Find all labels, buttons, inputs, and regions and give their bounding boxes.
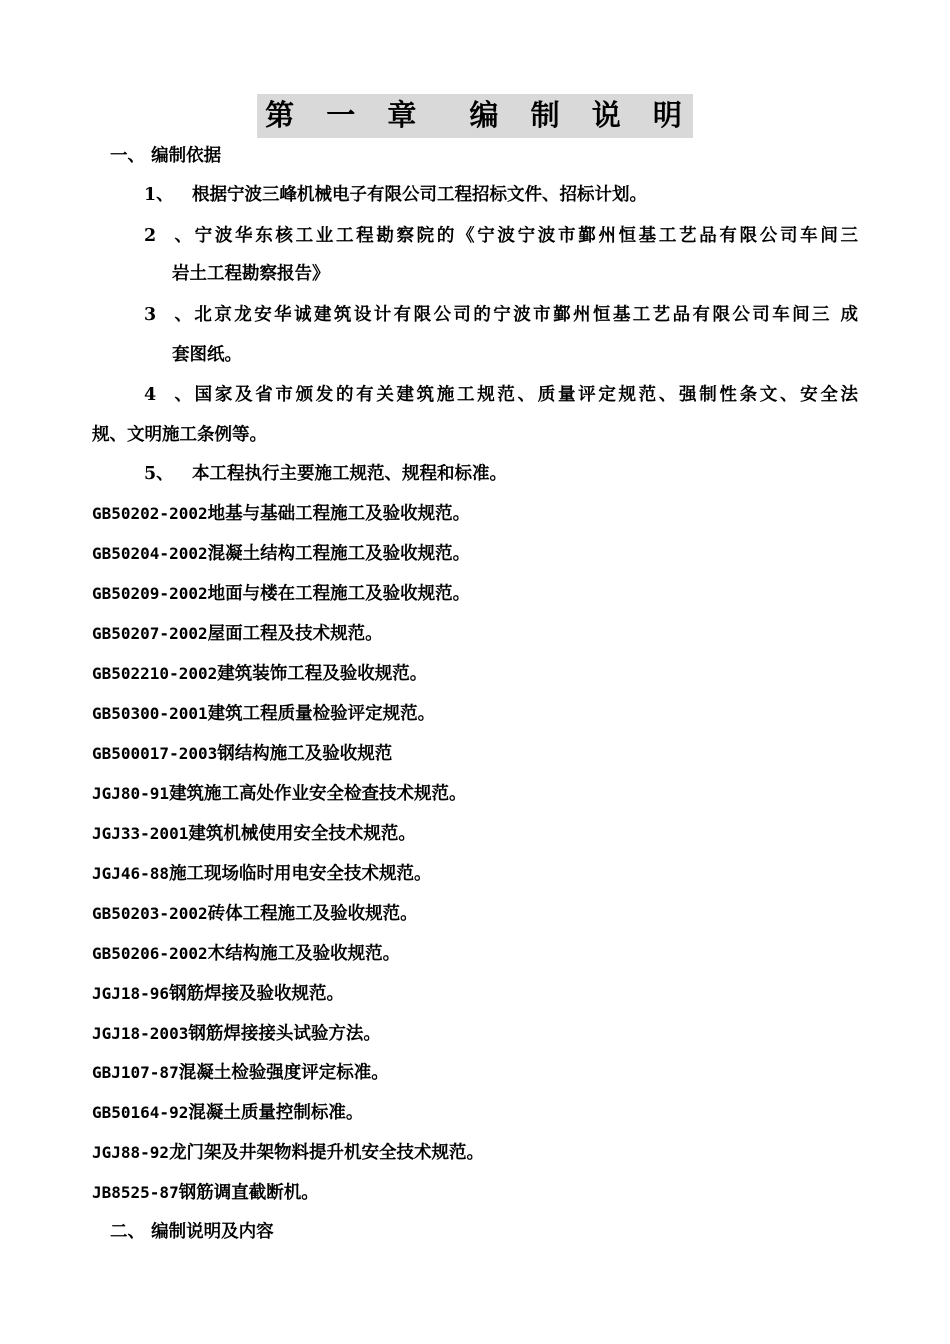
basis-item-2 [144,224,858,248]
standard-description: 建筑工程质量检验评定规范。 [207,704,436,724]
standard-code: JGJ88-92 [92,1143,170,1162]
standard-description: 钢筋焊接接头试验方法。 [188,1024,381,1044]
basis-item-number: 1、 [144,185,174,205]
standard-item [92,582,470,606]
basis-item-text: 宁波华东核工业工程勘察院的《宁波宁波市鄞州恒基工艺品有限公司车间三 [192,226,858,246]
section-heading-description: 二、 编制说明及内容 [110,1222,274,1242]
standard-code: GB50203-2002 [92,904,208,923]
standard-code: JB8525-87 [92,1183,179,1202]
standard-code: JGJ18-96 [92,984,170,1003]
standard-description: 建筑施工高处作业安全检查技术规范。 [169,784,467,804]
standard-code: GB500017-2003 [92,744,218,763]
basis-item-text: 根据宁波三峰机械电子有限公司工程招标文件、招标计划。 [192,185,647,205]
standard-code: JGJ46-88 [92,864,170,883]
chapter-title: 第 一 章 编 制 说 明 [257,94,693,138]
standard-description: 地面与楼在工程施工及验收规范。 [207,584,471,604]
standard-description: 混凝土结构工程施工及验收规范。 [207,544,471,564]
basis-item-4-continuation: 规、文明施工条例等。 [92,425,267,445]
basis-item-2-continuation: 岩土工程勘察报告》 [172,264,330,284]
standard-code: GBJ107-87 [92,1063,179,1082]
basis-item-number: 3、 [144,305,192,325]
standard-item [92,622,383,646]
standard-description: 屋面工程及技术规范。 [207,624,383,644]
standard-code: GB50300-2001 [92,704,208,723]
standard-description: 木结构施工及验收规范。 [207,944,401,964]
standard-item [92,902,418,926]
standard-item [92,942,400,966]
standard-item [92,542,470,566]
standard-item [92,1061,389,1085]
standard-code: JGJ80-91 [92,784,170,803]
standard-item [92,702,435,726]
standard-description: 龙门架及井架物料提升机安全技术规范。 [169,1143,485,1163]
basis-item-number: 5、 [144,464,174,484]
basis-item-1 [144,183,647,207]
basis-item-text: 北京龙安华诚建筑设计有限公司的宁波市鄞州恒基工艺品有限公司车间三 成 [192,305,858,325]
standard-code: GB50164-92 [92,1103,189,1122]
standard-item [92,862,432,886]
standard-description: 混凝土检验强度评定标准。 [178,1063,389,1083]
standard-code: GB50206-2002 [92,944,208,963]
basis-item-text: 本工程执行主要施工规范、规程和标准。 [192,464,507,484]
standard-description: 钢筋调直截断机。 [178,1183,319,1203]
standard-item [92,782,467,806]
basis-item-number: 2、 [144,226,192,246]
standard-item [92,1101,363,1125]
standard-code: GB50204-2002 [92,544,208,563]
standard-code: GB50202-2002 [92,504,208,523]
standard-item [92,1181,319,1205]
standard-description: 施工现场临时用电安全技术规范。 [169,864,432,884]
standard-code: GB50207-2002 [92,624,208,643]
standard-description: 砖体工程施工及验收规范。 [207,904,418,924]
standard-description: 建筑装饰工程及验收规范。 [217,664,428,684]
basis-item-text: 国家及省市颁发的有关建筑施工规范、质量评定规范、强制性条文、安全法 [192,385,858,405]
standard-item [92,742,392,766]
standard-code: GB50209-2002 [92,584,208,603]
basis-item-5 [144,462,507,486]
standard-description: 建筑机械使用安全技术规范。 [188,824,416,844]
section-heading-basis: 一、 编制依据 [110,146,222,166]
standard-item [92,822,416,846]
standard-description: 混凝土质量控制标准。 [188,1103,364,1123]
basis-item-4 [144,383,858,407]
standard-item [92,1141,484,1165]
standard-item [92,1022,381,1046]
standard-code: GB502210-2002 [92,664,218,683]
standard-description: 地基与基础工程施工及验收规范。 [207,504,471,524]
standard-code: JGJ18-2003 [92,1024,189,1043]
standard-item [92,502,470,526]
standard-description: 钢结构施工及验收规范 [217,744,393,764]
standard-item [92,662,427,686]
standard-code: JGJ33-2001 [92,824,189,843]
standard-description: 钢筋焊接及验收规范。 [169,984,345,1004]
standard-item [92,982,344,1006]
basis-item-number: 4、 [144,385,192,405]
basis-item-3 [144,303,858,327]
basis-item-3-continuation: 套图纸。 [172,345,242,365]
chapter-title-wrap [0,94,950,138]
